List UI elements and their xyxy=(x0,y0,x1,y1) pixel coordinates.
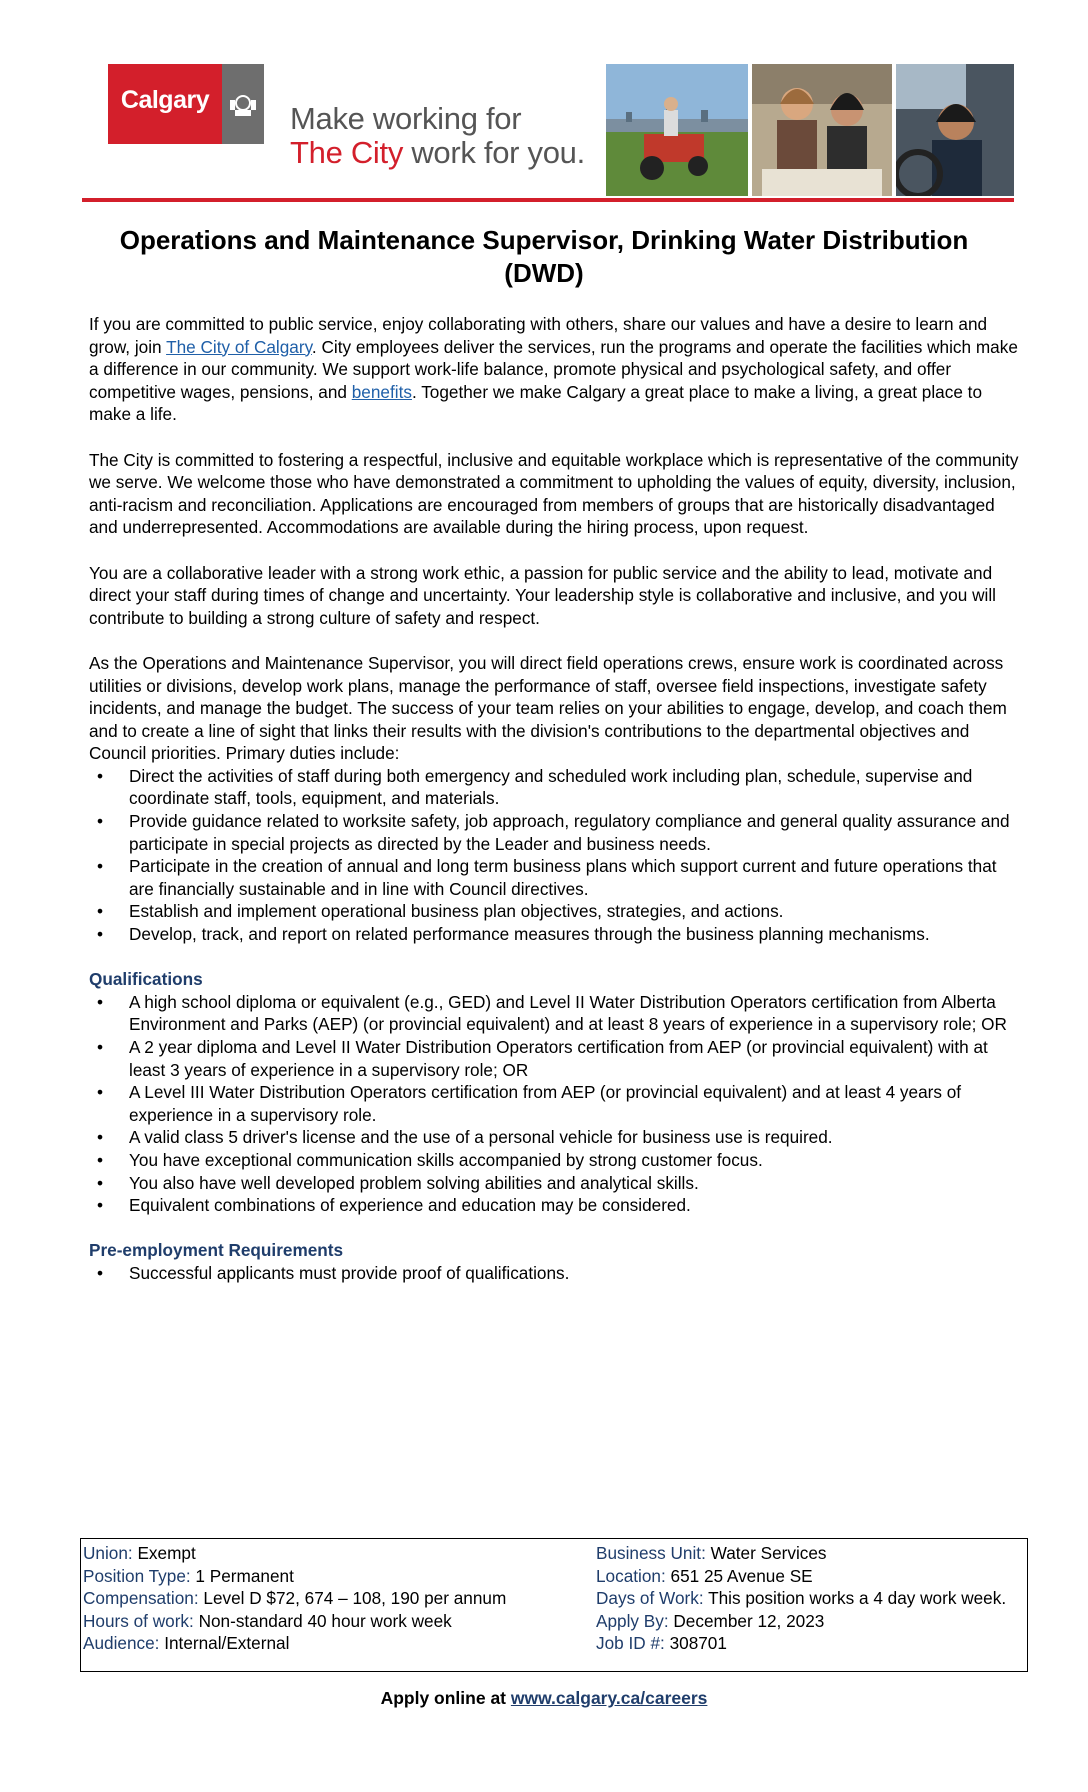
pre-employment-heading: Pre-employment Requirements xyxy=(89,1240,344,1261)
apply-by-label: Apply By: xyxy=(596,1610,669,1631)
list-item: • You have exceptional communication skills accompanied by strong customer focus. xyxy=(89,1149,1021,1172)
days-label: Days of Work: xyxy=(596,1588,704,1609)
apply-online-line xyxy=(0,1688,1088,1709)
audience-value: Internal/External xyxy=(159,1633,290,1654)
details-right-column xyxy=(596,1542,1016,1655)
city-of-calgary-link[interactable]: The City of Calgary xyxy=(166,336,312,357)
list-item: • A valid class 5 driver's license and the use of a personal vehicle for business use is required. xyxy=(89,1126,1021,1149)
intro-text-3: . Together we make Calgary a great place to make a living, a great place to make a life. xyxy=(89,381,983,425)
job-description xyxy=(89,313,1021,1285)
qualifications-heading: Qualifications xyxy=(89,969,203,990)
qualifications-list xyxy=(89,991,1021,1217)
city-crest-icon xyxy=(222,64,264,144)
union-row xyxy=(83,1542,523,1565)
location-value: 651 25 Avenue SE xyxy=(665,1565,813,1586)
hours-row xyxy=(83,1610,523,1633)
list-item: • Direct the activities of staff during both emergency and scheduled work including plan, schedule, supervise and coordinate staff, tools, equipment, and materials. xyxy=(89,765,1021,810)
intro-text-2: . City employees deliver the services, run the programs and operate the facilities which make a difference in our community. We support work-life balance, promote physical and psychological safety, and offer competitive wages, pensions, and xyxy=(89,336,1018,402)
logo-text: Calgary xyxy=(120,86,210,114)
page-title: Operations and Maintenance Supervisor, Drinking Water Distribution (DWD) xyxy=(119,225,969,288)
photo-coworkers xyxy=(752,64,892,196)
days-value: This position works a 4 day work week. xyxy=(703,1588,1007,1609)
days-row xyxy=(596,1587,1016,1610)
location-row xyxy=(596,1565,1016,1588)
list-item: • Provide guidance related to worksite safety, job approach, regulatory compliance and general quality assurance and participate in special projects as directed by the Leader and business needs. xyxy=(89,810,1021,855)
intro-paragraph xyxy=(89,313,1021,426)
business-unit-row xyxy=(596,1542,1016,1565)
position-type-value: 1 Permanent xyxy=(190,1565,294,1586)
photo-bus-driver xyxy=(896,64,1014,196)
hours-label: Hours of work: xyxy=(83,1610,194,1631)
list-item: • A Level III Water Distribution Operators certification from AEP (or provincial equivalent) and at least 4 years of experience in a supervisory role. xyxy=(89,1081,1021,1126)
compensation-row xyxy=(83,1587,523,1610)
position-type-row xyxy=(83,1565,523,1588)
apply-text: Apply online at xyxy=(380,1688,511,1708)
job-id-row xyxy=(596,1632,1016,1655)
tagline-line1: Make working for xyxy=(290,101,522,136)
compensation-label: Compensation: xyxy=(83,1588,199,1609)
union-label: Union: xyxy=(83,1543,133,1563)
tagline-rest: work for you. xyxy=(403,135,585,170)
header-banner xyxy=(82,64,1014,200)
tagline-line2 xyxy=(290,136,585,170)
list-item: • Establish and implement operational business plan objectives, strategies, and actions. xyxy=(89,900,1021,923)
job-id-label: Job ID #: xyxy=(596,1633,665,1654)
apply-by-row xyxy=(596,1610,1016,1633)
role-paragraph: As the Operations and Maintenance Supervisor, you will direct field operations crews, ensure work is coordinated across utilities or divisions, develop work plans, manage the performance of staff, oversee field inspections, investigate safety incidents, and manage the budget. The success of your team relies on your abilities to engage, develop, and coach them and to create a line of sight that links their results with the division's contributions to the departmental objectives and Council priorities. Primary duties include: xyxy=(89,652,1007,764)
tagline-red: The City xyxy=(290,135,404,170)
header-rule xyxy=(82,198,1014,202)
list-item: • Develop, track, and report on related performance measures through the business planning mechanisms. xyxy=(89,923,1021,946)
apply-by-value: December 12, 2023 xyxy=(668,1610,825,1631)
hours-value: Non-standard 40 hour work week xyxy=(193,1610,452,1631)
location-label: Location: xyxy=(596,1565,666,1586)
business-unit-value: Water Services xyxy=(705,1543,827,1563)
pre-employment-list xyxy=(89,1262,1021,1285)
calgary-logo xyxy=(108,64,222,144)
list-item: • Successful applicants must provide proof of qualifications. xyxy=(89,1262,1021,1285)
leader-paragraph: You are a collaborative leader with a strong work ethic, a passion for public service and the ability to lead, motivate and direct your staff during times of change and uncertainty. Your leadership style is collaborative and inclusive, and you will contribute to building a strong culture of safety and respect. xyxy=(89,562,996,628)
position-type-label: Position Type: xyxy=(83,1565,191,1586)
careers-link[interactable]: www.calgary.ca/careers xyxy=(510,1688,708,1708)
intro-text-1: If you are committed to public service, enjoy collaborating with others, share our values and have a desire to learn and grow, join xyxy=(89,314,988,357)
job-details-box xyxy=(80,1538,1028,1672)
union-value: Exempt xyxy=(132,1543,196,1563)
list-item: • Participate in the creation of annual and long term business plans which support current and future operations that are financially sustainable and in line with Council directives. xyxy=(89,855,1021,900)
audience-label: Audience: xyxy=(83,1633,160,1654)
list-item: • You also have well developed problem solving abilities and analytical skills. xyxy=(89,1172,1021,1195)
compensation-value: Level D $72, 674 – 108, 190 per annum xyxy=(198,1588,507,1609)
list-item: • A high school diploma or equivalent (e.g., GED) and Level II Water Distribution Operators certification from Alberta Environment and Parks (AEP) (or provincial equivalent) and at least 8 years of experience in a supervisory role; OR xyxy=(89,991,1021,1036)
tagline xyxy=(290,102,585,170)
benefits-link[interactable]: benefits xyxy=(351,381,412,402)
audience-row xyxy=(83,1632,523,1655)
job-id-value: 308701 xyxy=(664,1633,727,1654)
inclusion-paragraph: The City is committed to fostering a respectful, inclusive and equitable workplace which is representative of the community we serve. We welcome those who have demonstrated a commitment to upholding the values of equity, diversity, inclusion, anti-racism and reconciliation. Applications are encouraged from members of groups that are historically disadvantaged and underrepresented. Accommodations are available during the hiring process, upon request. xyxy=(89,449,1019,538)
list-item: • A 2 year diploma and Level II Water Distribution Operators certification from AEP (or provincial equivalent) with at least 3 years of experience in a supervisory role; OR xyxy=(89,1036,1021,1081)
banner-photos xyxy=(606,64,1014,196)
photo-mower xyxy=(606,64,748,196)
business-unit-label: Business Unit: xyxy=(596,1543,706,1563)
details-left-column xyxy=(83,1542,523,1655)
duties-list xyxy=(89,765,1021,946)
list-item: • Equivalent combinations of experience and education may be considered. xyxy=(89,1194,1021,1217)
